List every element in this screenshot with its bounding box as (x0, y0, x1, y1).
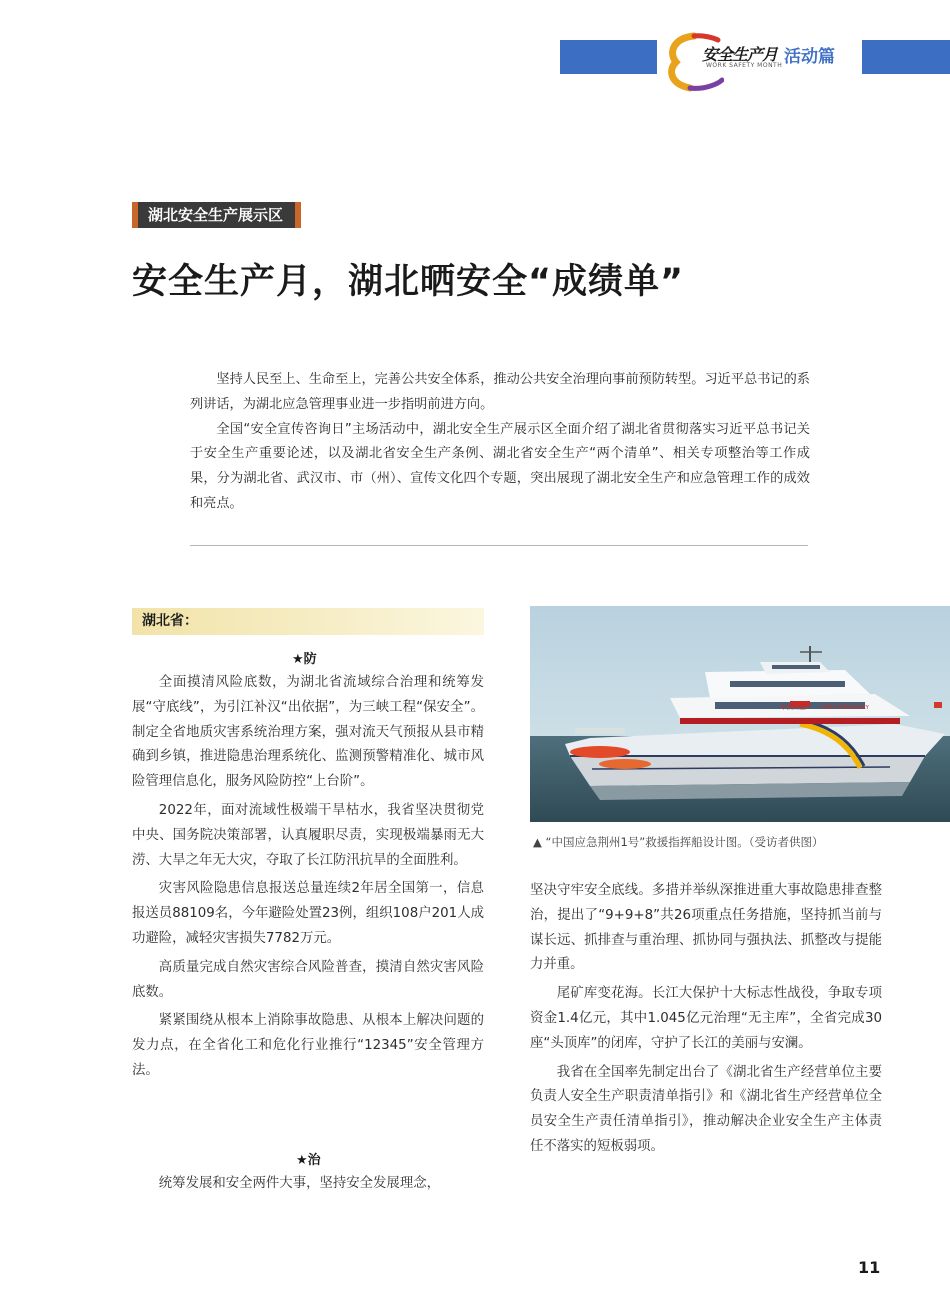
body-paragraph: 尾矿库变花海。长江大保护十大标志性战役，争取专项资金1.4亿元，其中1.045亿元治理“无主库”，全省完成30座“头顶库”的闭库，守护了长江的美丽与安澜。 (530, 986, 882, 1051)
header-bar-right (862, 40, 950, 74)
intro-block (190, 368, 810, 517)
section-label (132, 202, 301, 228)
body-paragraph: 统筹发展和安全两件大事，坚持安全发展理念， (158, 1176, 440, 1191)
logo-subtitle: WORK SAFETY MONTH (706, 62, 783, 69)
subheading-hubei: 湖北省： (132, 608, 484, 635)
right-column-body (530, 879, 882, 1164)
header-bar-left (560, 40, 657, 74)
intro-paragraph: 全国“安全宣传咨询日”主场活动中，湖北安全生产展示区全面介绍了湖北省贯彻落实习近平总书记关于安全生产重要论述，以及湖北省安全生产条例、湖北省安全生产“两个清单”、相关专项整治等工作成果，分为湖北省、武汉市、市（州）、宣传文化四个专题，突出展现了湖北安全生产和应急管理工作的成效和亮点。 (190, 421, 810, 511)
star-heading-prevent: ★防 (292, 652, 317, 667)
ship-design-image (530, 606, 950, 822)
section-label-text: 湖北安全生产展示区 (138, 202, 295, 228)
logo-title: 安全生产月 (702, 45, 778, 64)
divider (190, 545, 808, 546)
body-paragraph: 我省在全国率先制定出台了《湖北省生产经营单位主要负责人安全生产职责清单指引》和《湖北省生产经营单位全员安全生产责任清单指引》，推动解决企业安全生产主体责任不落实的短板弱项。 (530, 1064, 882, 1154)
intro-paragraph: 坚持人民至上、生命至上，完善公共安全体系，推动公共安全治理向事前预防转型。习近平总书记的系列讲话，为湖北应急管理事业进一步指明前进方向。 (190, 372, 810, 412)
ship-flag (934, 702, 942, 708)
ship-label-cn: 中国应急 (780, 703, 806, 711)
star-heading-govern: ★治 (296, 1153, 321, 1168)
body-paragraph: 2022年，面对流域性极端干旱枯水，我省坚决贯彻党中央、国务院决策部署，认真履职尽责，实现极端暴雨无大涝、大旱之年无大灾，夺取了长江防汛抗旱的全面胜利。 (132, 802, 484, 868)
image-caption: ▲ “中国应急荆州1号”救援指挥船设计图。（受访者供图） (533, 835, 824, 849)
body-paragraph: 坚决守牢安全底线。多措并举纵深推进重大事故隐患排查整治，提出了“9+9+8”共26项重点任务措施，坚持抓当前与谋长远、抓排查与重治理、抓协同与强执法、抓整改与提能力并重。 (530, 883, 882, 973)
body-paragraph: 高质量完成自然灾害综合风险普查，摸清自然灾害风险底数。 (132, 959, 484, 1000)
page-number: 11 (858, 1258, 881, 1277)
body-paragraph: 全面摸清风险底数，为湖北省流域综合治理和统筹发展“守底线”，为引江补汉“出依据”，为三峡工程“保安全”。制定全省地质灾害系统治理方案，强对流天气预报从县市精确到乡镇，推进隐患治理系统化、监测预警精准化、城市风险管理信息化，服务风险防控“上台阶”。 (132, 675, 484, 790)
body-paragraph: 紧紧围绕从根本上消除事故隐患、从根本上解决问题的发力点，在全省化工和危化行业推行“12345”安全管理方法。 (132, 1013, 484, 1078)
section-name: 活动篇 (784, 47, 835, 67)
article-title: 安全生产月，湖北晒安全“成绩单” (132, 262, 685, 302)
body-paragraph: 灾害风险隐患信息报送总量连续2年居全国第一，信息报送员88109名，今年避险处置23例，组织108户201人成功避险，减轻灾害损失7782万元。 (132, 881, 484, 946)
section-label-bar-right (295, 202, 301, 228)
ship-label-en: CHINA EMERGENCY (820, 705, 869, 711)
left-column-tail (132, 1172, 484, 1201)
safety-month-logo (664, 30, 856, 92)
left-column-body (132, 671, 484, 1088)
